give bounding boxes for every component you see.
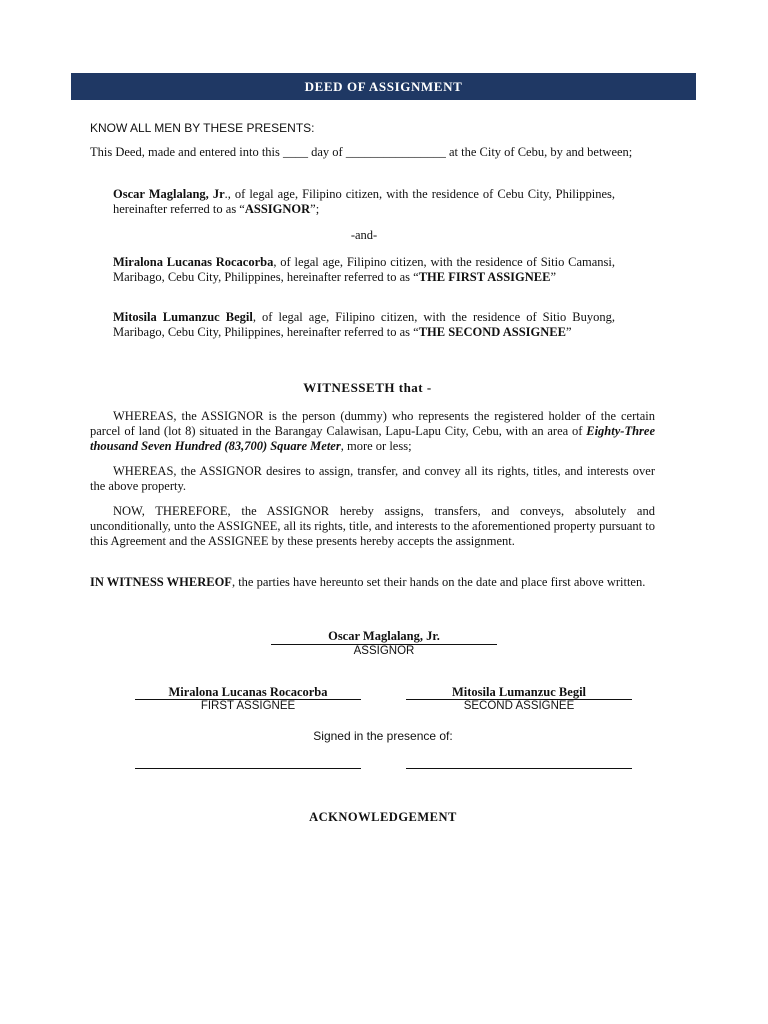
first-assignee-name: Miralona Lucanas Rocacorba <box>113 255 274 269</box>
first-assignee-signature-name: Miralona Lucanas Rocacorba <box>168 685 328 699</box>
second-assignee-paragraph: Mitosila Lumanzuc Begil, of legal age, Filipino citizen, with the residence of Sitio Buyong, Maribago, Cebu City, Philippines, hereinafter referred to as “THE SECOND ASSIGNEE” <box>113 310 616 339</box>
second-assignee-ref: THE SECOND ASSIGNEE <box>418 325 566 339</box>
first-assignee-ref: THE FIRST ASSIGNEE <box>418 270 551 284</box>
witness-signature-line-1 <box>135 768 361 769</box>
witness-whereof-lead: IN WITNESS WHEREOF <box>90 575 232 589</box>
acknowledgement-heading: ACKNOWLEDGEMENT <box>309 810 457 824</box>
document-title-banner <box>71 73 696 100</box>
assignor-ref: ASSIGNOR <box>244 202 311 216</box>
and-separator: -and- <box>350 228 378 242</box>
signed-presence-label: Signed in the presence of: <box>313 729 453 743</box>
assignor-signature-name: Oscar Maglalang, Jr. <box>328 629 440 643</box>
document-title: DEED OF ASSIGNMENT <box>304 79 463 94</box>
second-assignee-signature-role: SECOND ASSIGNEE <box>463 700 575 712</box>
second-assignee-name: Mitosila Lumanzuc Begil <box>113 310 253 324</box>
whereas-paragraph-2: WHEREAS, the ASSIGNOR desires to assign, transfer, and convey all its rights, titles, and interests over the above property. <box>90 464 655 493</box>
now-therefore-paragraph: NOW, THEREFORE, the ASSIGNOR hereby assigns, transfers, and conveys, absolutely and unconditionally, unto the ASSIGNEE, all its rights, title, and interests to the aforementioned property pursuant to this Agreement and the ASSIGNEE by these presents hereby accepts the assignment. <box>90 504 655 548</box>
witness-whereof-paragraph: IN WITNESS WHEREOF, the parties have hereunto set their hands on the date and place first above written. <box>90 575 646 589</box>
intro-line: KNOW ALL MEN BY THESE PRESENTS: <box>90 121 315 135</box>
month-blank: ________________ <box>345 145 446 159</box>
assignor-name: Oscar Maglalang, Jr <box>113 187 225 201</box>
first-assignee-paragraph: Miralona Lucanas Rocacorba, of legal age, Filipino citizen, with the residence of Sitio Camansi, Maribago, Cebu City, Philippines, hereinafter referred to as “THE FIRST ASSIGNEE” <box>113 255 615 284</box>
assignor-paragraph: Oscar Maglalang, Jr., of legal age, Filipino citizen, with the residence of Cebu City, Philippines, hereinafter referred to as “ASSIGNOR”; <box>113 187 616 216</box>
witnesseth-heading: WITNESSETH that - <box>303 380 432 395</box>
witness-signature-line-2 <box>406 768 632 769</box>
assignor-signature-role: ASSIGNOR <box>353 645 415 657</box>
day-blank: ____ <box>283 145 308 159</box>
first-assignee-signature-role: FIRST ASSIGNEE <box>200 700 296 712</box>
land-area: Eighty-Three thousand Seven Hundred (83,700) Square Meter <box>90 424 655 453</box>
deed-paragraph: This Deed, made and entered into this ____ day of ________________ at the City of Cebu, by and between; <box>90 145 633 159</box>
second-assignee-signature-name: Mitosila Lumanzuc Begil <box>451 685 587 699</box>
whereas-paragraph-1: WHEREAS, the ASSIGNOR is the person (dummy) who represents the registered holder of the certain parcel of land (lot 8) situated in the Barangay Calawisan, Lapu-Lapu City, Cebu, with an area of Eighty-Three thousand Seven Hundred (83,700) Square Meter, more or less; <box>90 409 655 453</box>
